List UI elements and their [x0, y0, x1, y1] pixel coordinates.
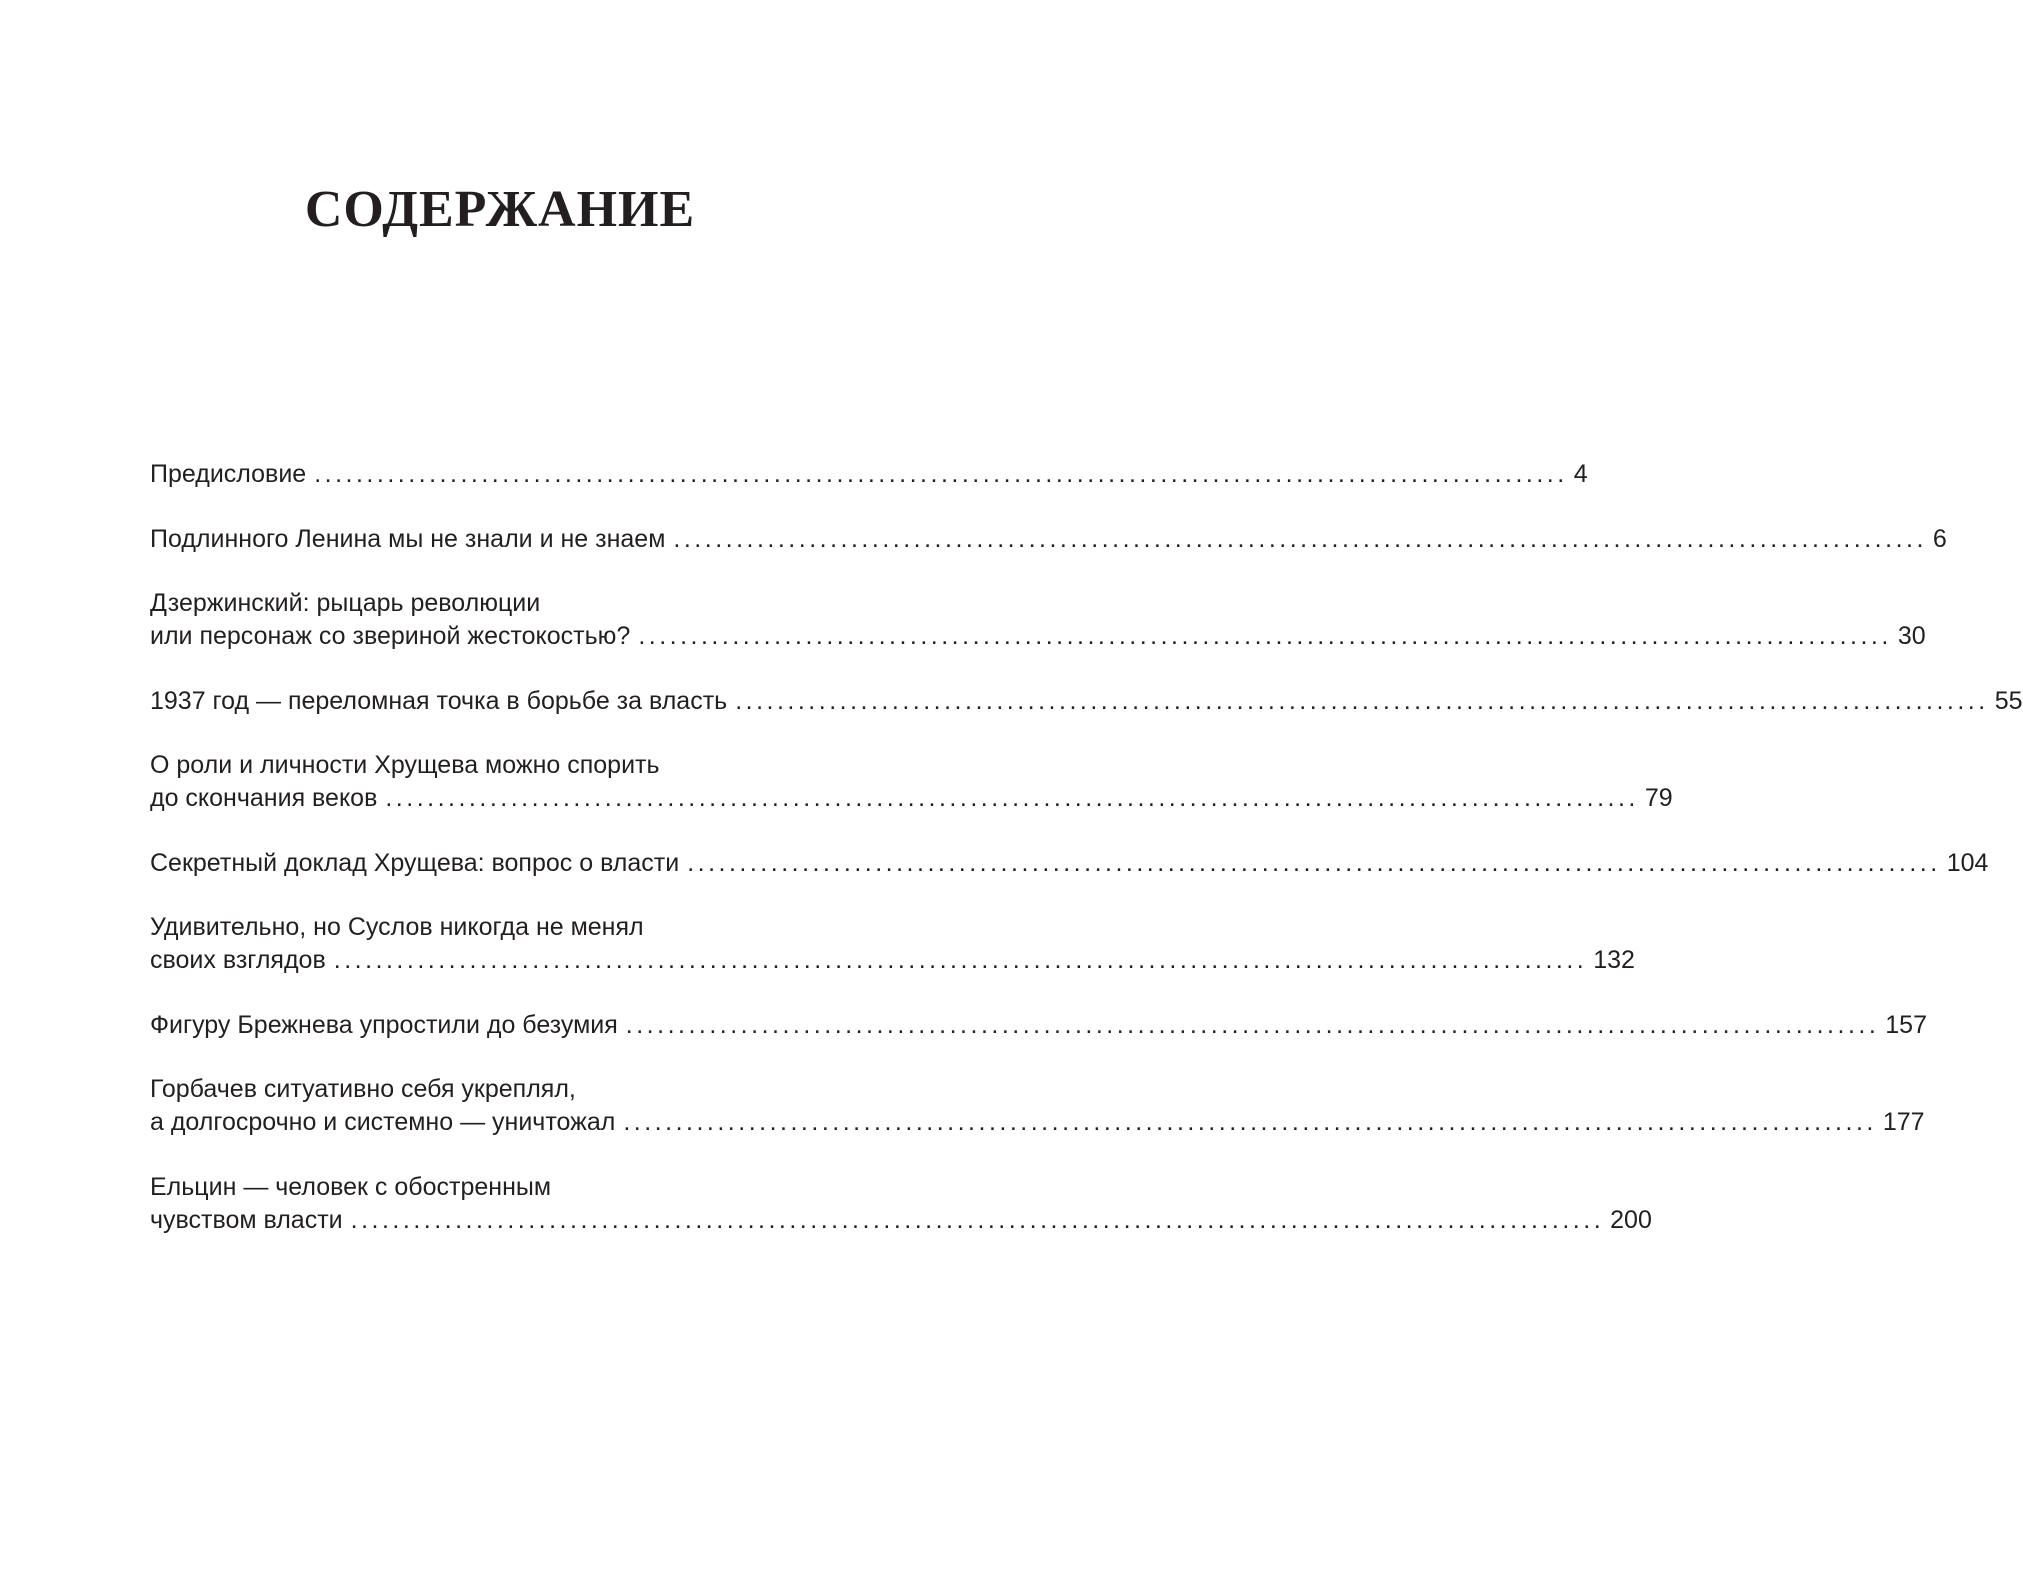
dot-leader: ........................................................................................................................	[623, 1108, 1877, 1136]
toc-entry-title-line: 1937 год — переломная точка в борьбе за власть	[150, 686, 728, 715]
toc-entry-row	[150, 1106, 1925, 1139]
toc-entry-row	[150, 523, 1947, 556]
toc-page-number: 4	[1573, 460, 1588, 488]
dot-leader: ........................................................................................................................	[333, 946, 1588, 974]
toc-page-number: 55	[1994, 686, 2023, 715]
toc-entry-title-line: своих взглядов	[150, 946, 326, 974]
toc-entry-title-line: Горбачев ситуативно себя укреплял,	[150, 1075, 576, 1103]
toc-entry-title-line: Удивительно, но Суслов никогда не менял	[150, 913, 644, 941]
toc-entry-title-line: Ельцин — человек с обостренным	[150, 1172, 552, 1201]
toc-page-number: 157	[1885, 1010, 1927, 1039]
toc-entry-title-line: чувством власти	[150, 1205, 343, 1234]
toc-entry[interactable]	[150, 847, 1989, 880]
toc-entry[interactable]	[150, 1009, 1927, 1042]
toc-entry-row	[150, 620, 1926, 653]
toc-entry-row	[150, 782, 1673, 815]
toc-entry[interactable]	[150, 685, 2023, 718]
toc-page-number: 104	[1946, 848, 1989, 877]
toc-entry[interactable]	[150, 749, 1673, 815]
page-title: СОДЕРЖАНИЕ	[304, 181, 696, 238]
toc-entry-title-line: до скончания веков	[150, 784, 378, 812]
table-of-contents	[150, 458, 2023, 1268]
toc-entry-row	[150, 1204, 1652, 1237]
toc-entry-title-line: или персонаж со звериной жестокостью?	[150, 622, 631, 650]
toc-entry-row	[150, 847, 1989, 880]
toc-entry[interactable]	[150, 1073, 1925, 1139]
dot-leader: ........................................................................................................................	[687, 848, 1941, 877]
toc-entry-title-line: Фигуру Брежнева упростили до безумия	[150, 1010, 618, 1039]
dot-leader: ........................................................................................................................	[673, 524, 1927, 553]
toc-page-number: 30	[1897, 622, 1926, 650]
toc-entry-title-line: О роли и личности Хрущева можно спорить	[150, 751, 660, 779]
toc-page-number: 79	[1644, 784, 1673, 812]
dot-leader: ........................................................................................................................	[625, 1010, 1880, 1039]
toc-page-number: 6	[1932, 524, 1947, 553]
toc-entry-title-line: Подлинного Ленина мы не знали и не знаем	[150, 524, 666, 553]
toc-entry[interactable]	[150, 1171, 1652, 1237]
dot-leader: ........................................................................................................................	[735, 686, 1989, 715]
dot-leader: ........................................................................................................................	[350, 1205, 1605, 1234]
toc-entry-row	[150, 685, 2023, 718]
toc-entry[interactable]	[150, 911, 1635, 977]
dot-leader: ........................................................................................................................	[385, 784, 1639, 812]
toc-entry-row	[150, 1009, 1927, 1042]
toc-entry-title-line: а долгосрочно и системно — уничтожал	[150, 1108, 616, 1136]
dot-leader: ........................................................................................................................	[314, 460, 1568, 488]
toc-page-number: 132	[1593, 946, 1635, 974]
toc-entry-title-line: Дзержинский: рыцарь революции	[150, 589, 541, 617]
toc-entry-title-line: Предисловие	[150, 460, 307, 488]
toc-entry[interactable]	[150, 587, 1926, 653]
toc-entry-row	[150, 458, 1588, 491]
toc-page-number: 177	[1882, 1108, 1925, 1136]
toc-entry[interactable]	[150, 458, 1588, 491]
toc-entry-title-line: Секретный доклад Хрущева: вопрос о власти	[150, 848, 680, 877]
toc-entry[interactable]	[150, 523, 1947, 556]
toc-page-number: 200	[1610, 1205, 1652, 1234]
toc-entry-row	[150, 944, 1635, 977]
dot-leader: ........................................................................................................................	[638, 622, 1892, 650]
